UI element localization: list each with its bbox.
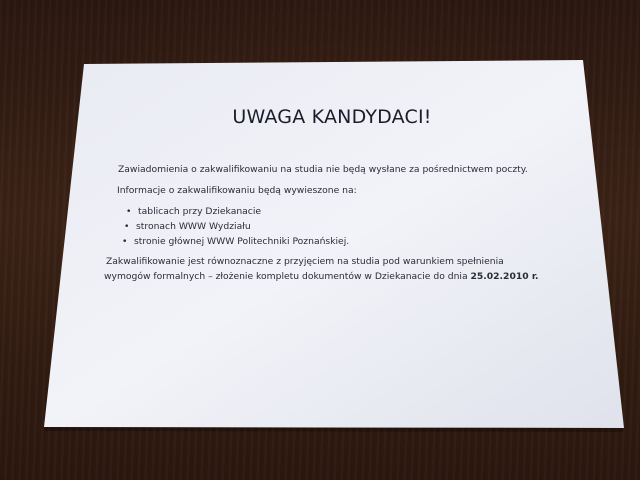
bullet-icon: • — [122, 236, 128, 247]
list-item — [124, 221, 251, 232]
list-item-label: stronie głównej WWW Politechniki Poznańskiej. — [134, 236, 350, 247]
paragraph-3-text: wymogów formalnych – złożenie kompletu dokumentów w Dziekanacie do dnia — [104, 271, 468, 282]
bullet-icon: • — [126, 206, 132, 217]
paragraph-3-line-2 — [104, 271, 539, 282]
list-item-label: stronach WWW Wydziału — [136, 221, 251, 232]
paragraph-2: Informacje o zakwalifikowaniu będą wywieszone na: — [117, 185, 357, 196]
paragraph-3-line-1: Zakwalifikowanie jest równoznaczne z przyjęciem na studia pod warunkiem spełnienia — [106, 256, 504, 267]
bullet-icon: • — [124, 221, 130, 232]
list-item-label: tablicach przy Dziekanacie — [138, 206, 262, 217]
deadline-date: 25.02.2010 r. — [470, 271, 539, 282]
list-item — [126, 206, 261, 217]
notice-title: UWAGA KANDYDACI! — [232, 106, 432, 128]
paragraph-1: Zawiadomienia o zakwalifikowaniu na studia nie będą wysłane za pośrednictwem poczty. — [118, 164, 528, 175]
list-item — [122, 236, 349, 247]
